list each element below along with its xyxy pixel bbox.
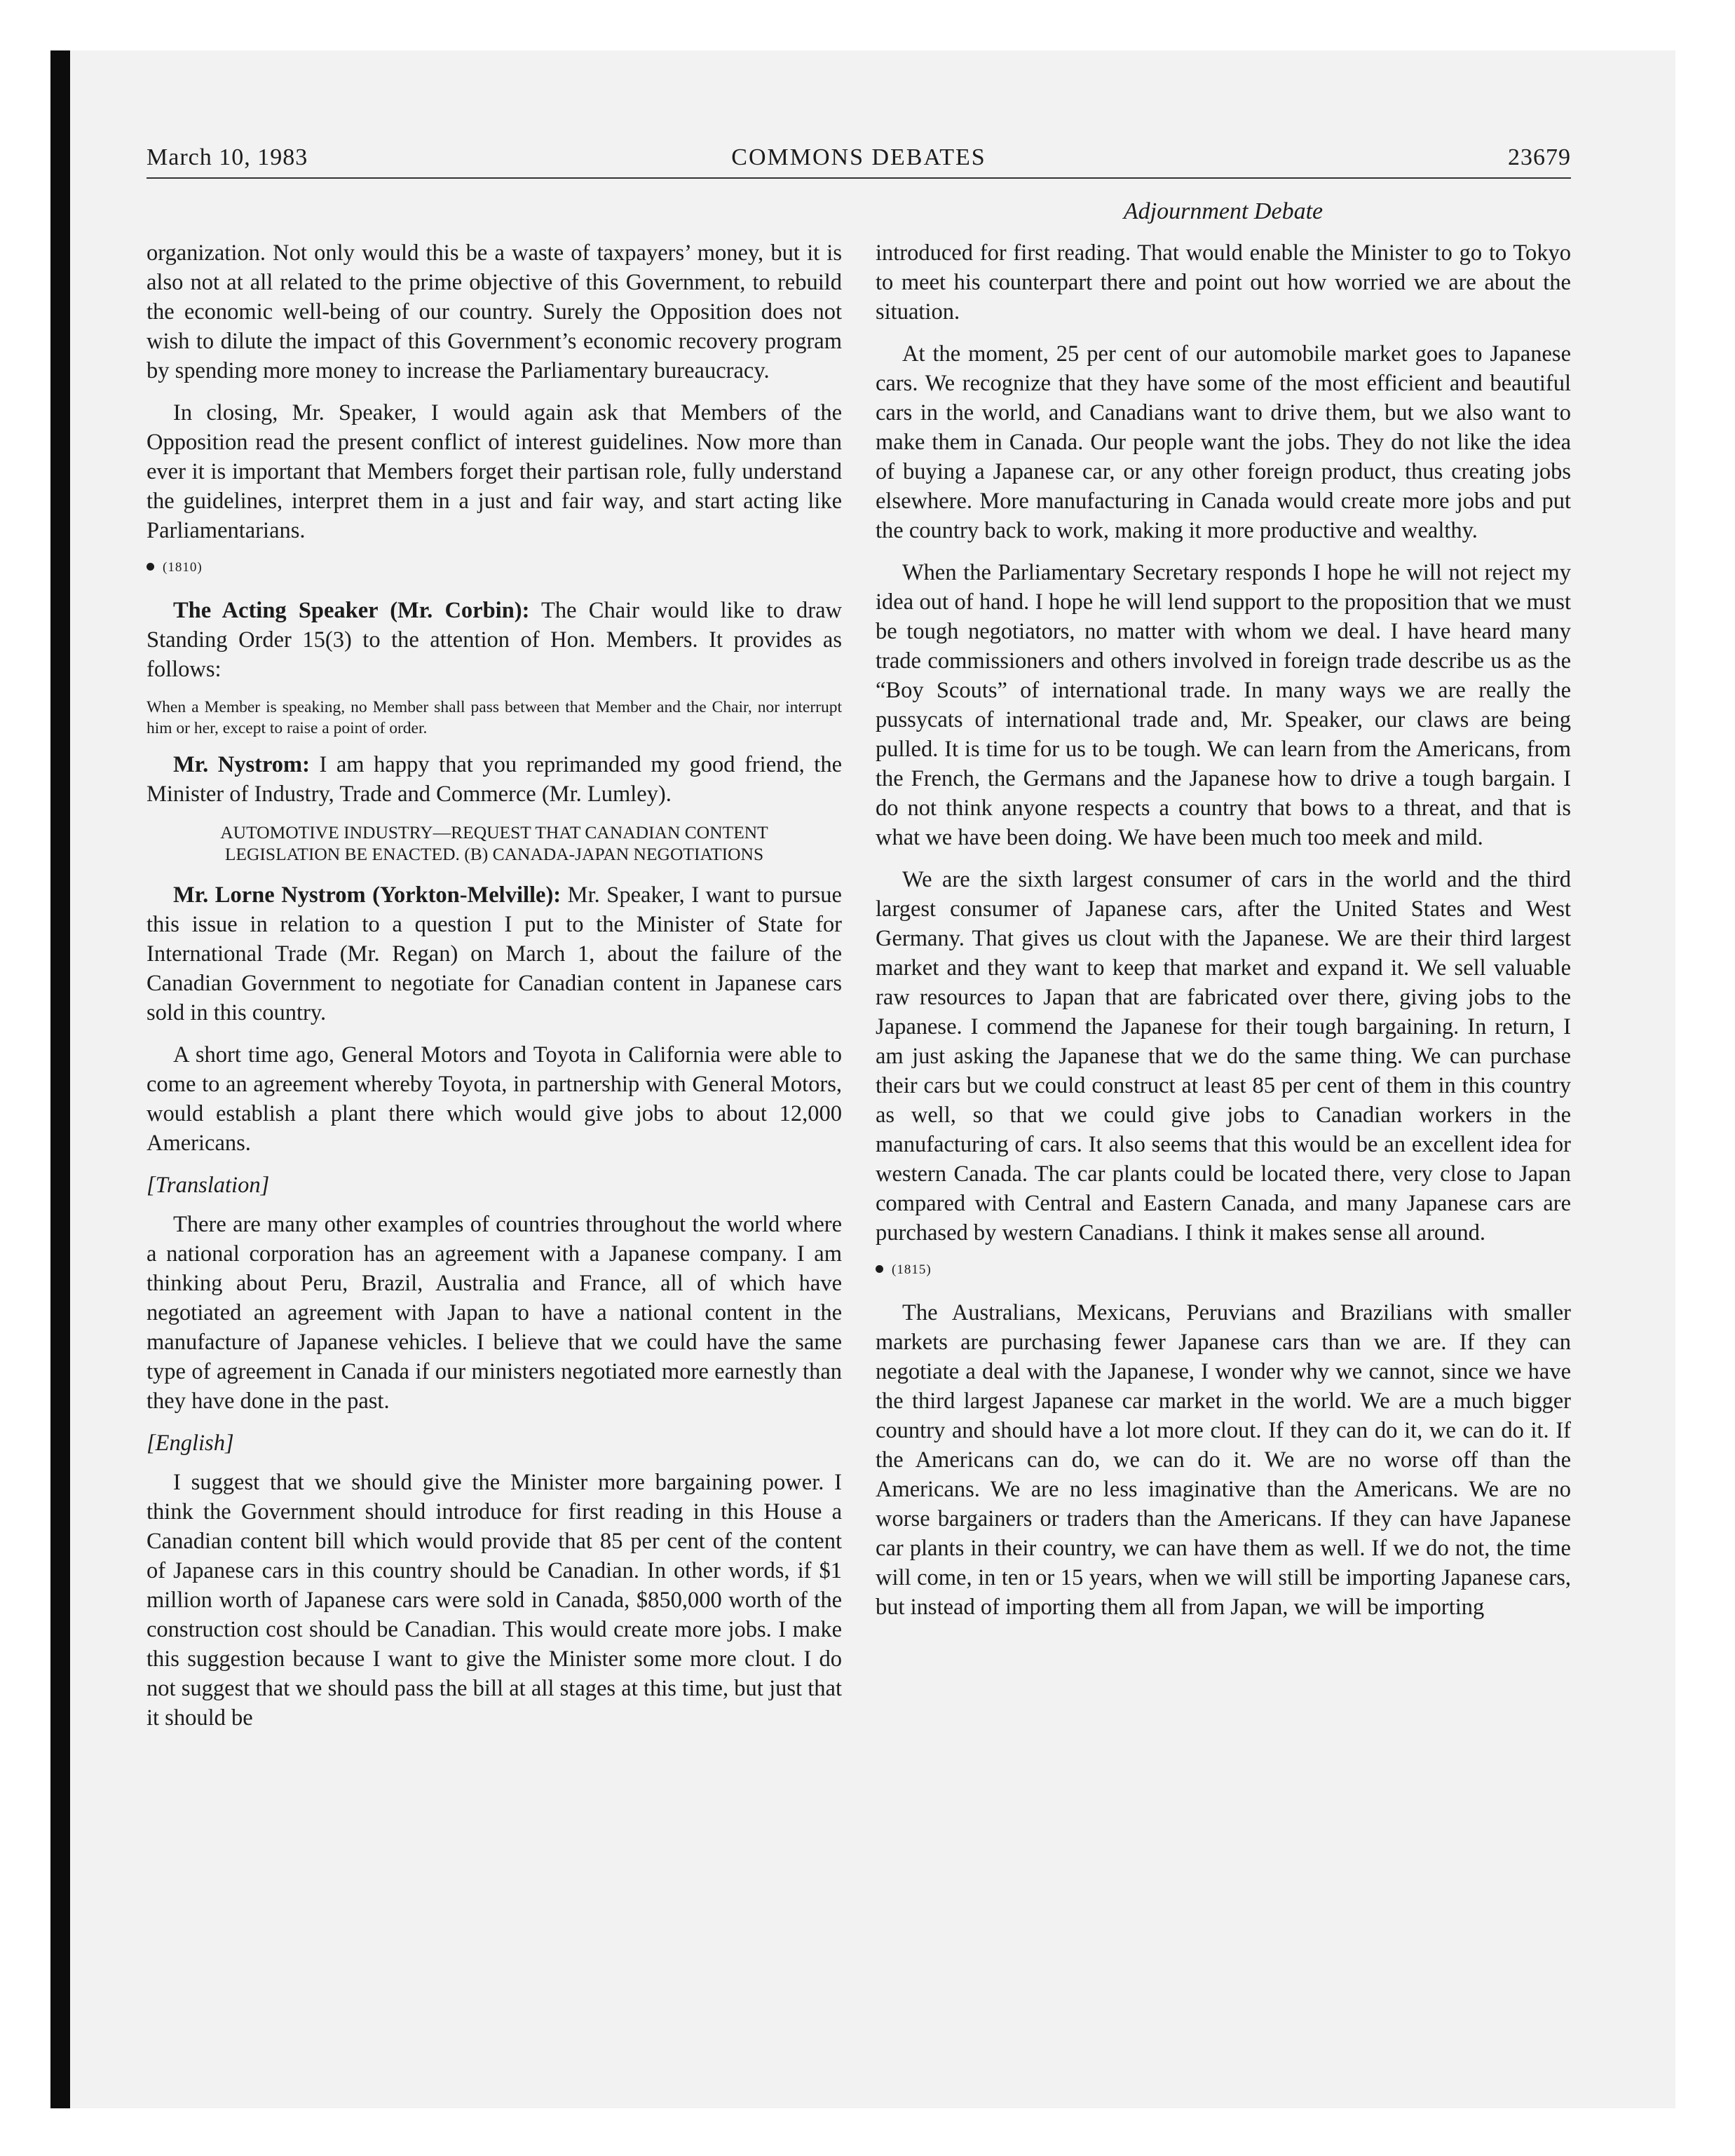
paragraph: introduced for first reading. That would enable the Minister to go to Tokyo to meet his counterpart there and point out how worried we are about the situation. [876, 240, 1571, 325]
topic-heading-line: AUTOMOTIVE INDUSTRY—REQUEST THAT CANADIAN CONTENT [220, 822, 768, 842]
section-heading: Adjournment Debate [1123, 198, 1324, 224]
paragraph: At the moment, 25 per cent of our automobile market goes to Japanese cars. We recognize that they have some of the most efficient and beautiful cars in the world, and Canadians want to drive them, but we also want to make them in Canada. Our people want the jobs. They do not like the idea of buying a Japanese car, or any other foreign product, thus creating jobs elsewhere. More manufacturing in Canada would create more jobs and put the country back to work, making it more productive and wealthy. [876, 341, 1571, 543]
bullet-icon [876, 1265, 883, 1273]
speaker-name: The Acting Speaker (Mr. Corbin): [173, 598, 530, 623]
left-column [147, 238, 842, 1745]
speaker-name: Mr. Lorne Nystrom (Yorkton-Melville): [173, 882, 562, 908]
paragraph: There are many other examples of countries throughout the world where a national corporation has an agreement with a Japanese company. I am thinking about Peru, Brazil, Australia and France, all of which have negotiated an agreement with Japan to have a national content in the manufacture of Japanese vehicles. I believe that we could have the same type of agreement in Canada if our ministers negotiated more earnestly than they have done in the past. [147, 1212, 842, 1414]
running-header [147, 144, 1571, 179]
right-column [876, 238, 1571, 1635]
paragraph [147, 596, 842, 684]
paragraph: In closing, Mr. Speaker, I would again ask that Members of the Opposition read the present conflict of interest guidelines. Now more than ever it is important that Members forget their partisan role, fully understand the guidelines, interpret them in a just and fair way, and start acting like Parliamentarians. [147, 400, 842, 543]
time-stamp [147, 558, 842, 578]
paragraph: When the Parliamentary Secretary responds I hope he will not reject my idea out of hand. I hope he will lend support to the proposition that we must be tough negotiators, no matter with whom we deal. I have heard many trade commissioners and others involved in foreign trade describe us as the “Boy Scouts” of international trade. In many ways we are really the pussycats of international trade and, Mr. Speaker, our claws are being pulled. It is time for us to be tough. We can learn from the Americans, from the French, the Germans and the Japanese how to drive a tough bargain. I do not think anyone respects a country that bows to a threat, and that is what we have been doing. We have been much too meek and mild. [876, 560, 1571, 850]
paragraph: We are the sixth largest consumer of cars in the world and the third largest consumer of Japanese cars, after the United States and West Germany. That gives us clout with the Japanese. We are their third largest market and they want to keep that market and expand it. We sell valuable raw resources to Japan that are fabricated over there, giving jobs to the Japanese. I commend the Japanese for their tough bargaining. In return, I am just asking the Japanese that we do the same thing. We can purchase their cars but we could construct at least 85 per cent of them in this country as well, so that we could give jobs to Canadian workers in the manufacturing of cars. It also seems that this would be an excellent idea for western Canada. The car plants could be located there, very close to Japan compared with Central and Eastern Canada, and many Japanese cars are purchased by western Canadians. I think it makes sense all around. [876, 867, 1571, 1246]
topic-heading-line: LEGISLATION BE ENACTED. (B) CANADA-JAPAN NEGOTIATIONS [224, 844, 764, 864]
paragraph: organization. Not only would this be a waste of taxpayers’ money, but it is also not at all related to the prime objective of this Government, to rebuild the economic well-being of our country. Surely the Opposition does not wish to dilute the impact of this Government’s economic recovery program by spending more money to increase the Parliamentary bureaucracy. [147, 240, 842, 383]
paragraph: The Australians, Mexicans, Peruvians and Brazilians with smaller markets are purchasing fewer Japanese cars than we are. If they can negotiate a deal with the Japanese, I wonder why we cannot, since we have the third largest Japanese car market in the world. We are a much bigger country and should have a lot more clout. If they can do it, we can do it. If the Americans can do, we can do it. We are no worse off than the Americans. We are no less imaginative than the Americans. We are no worse bargainers or traders than the Americans. If they can have Japanese car plants in their country, we can have them as well. If we do not, the time will come, in ten or 15 years, when we will still be importing Japanese cars, but instead of importing them all from Japan, we will be importing [876, 1300, 1571, 1620]
time-stamp-text: (1815) [892, 1262, 932, 1277]
paragraph [147, 880, 842, 1028]
page-number: 23679 [1508, 144, 1571, 170]
language-marker: [English] [147, 1431, 234, 1456]
bullet-icon [147, 563, 154, 571]
standing-order-quote: When a Member is speaking, no Member shall pass between that Member and the Chair, nor interrupt him or her, except to raise a point of order. [147, 698, 842, 737]
speech-text: The Chair would like to draw Standing Order 15(3) to the attention of Hon. Members. It provides as follows: [147, 598, 842, 682]
speaker-name: Mr. Nystrom: [173, 752, 310, 777]
paragraph: I suggest that we should give the Minister more bargaining power. I think the Government should introduce for first reading in this House a Canadian content bill which would provide that 85 per cent of the content of Japanese cars in this country should be Canadian. In other words, if $1 million worth of Japanese cars were sold in Canada, $850,000 worth of the construction cost should be Canadian. This would create more jobs. I make this suggestion because I want to give the Minister some more clout. I do not suggest that we should pass the bill at all stages at this time, but just that it should be [147, 1470, 842, 1731]
time-stamp-text: (1810) [163, 560, 203, 575]
topic-heading [147, 821, 842, 865]
scan-border [50, 50, 70, 2108]
header-rule [147, 177, 1571, 179]
publication-title: COMMONS DEBATES [731, 144, 986, 170]
paragraph: A short time ago, General Motors and Toyota in California were able to come to an agreement whereby Toyota, in partnership with General Motors, would establish a plant there which would give jobs to about 12,000 Americans. [147, 1042, 842, 1156]
speech-text: I am happy that you reprimanded my good friend, the Minister of Industry, Trade and Commerce (Mr. Lumley). [147, 752, 842, 807]
paragraph [147, 750, 842, 809]
header-date: March 10, 1983 [147, 144, 308, 170]
time-stamp [876, 1260, 1571, 1280]
language-marker: [Translation] [147, 1173, 270, 1198]
speech-text: Mr. Speaker, I want to pursue this issue in relation to a question I put to the Minister of State for International Trade (Mr. Regan) on March 1, about the failure of the Canadian Government to negotiate for Canadian content in Japanese cars sold in this country. [147, 882, 842, 1025]
